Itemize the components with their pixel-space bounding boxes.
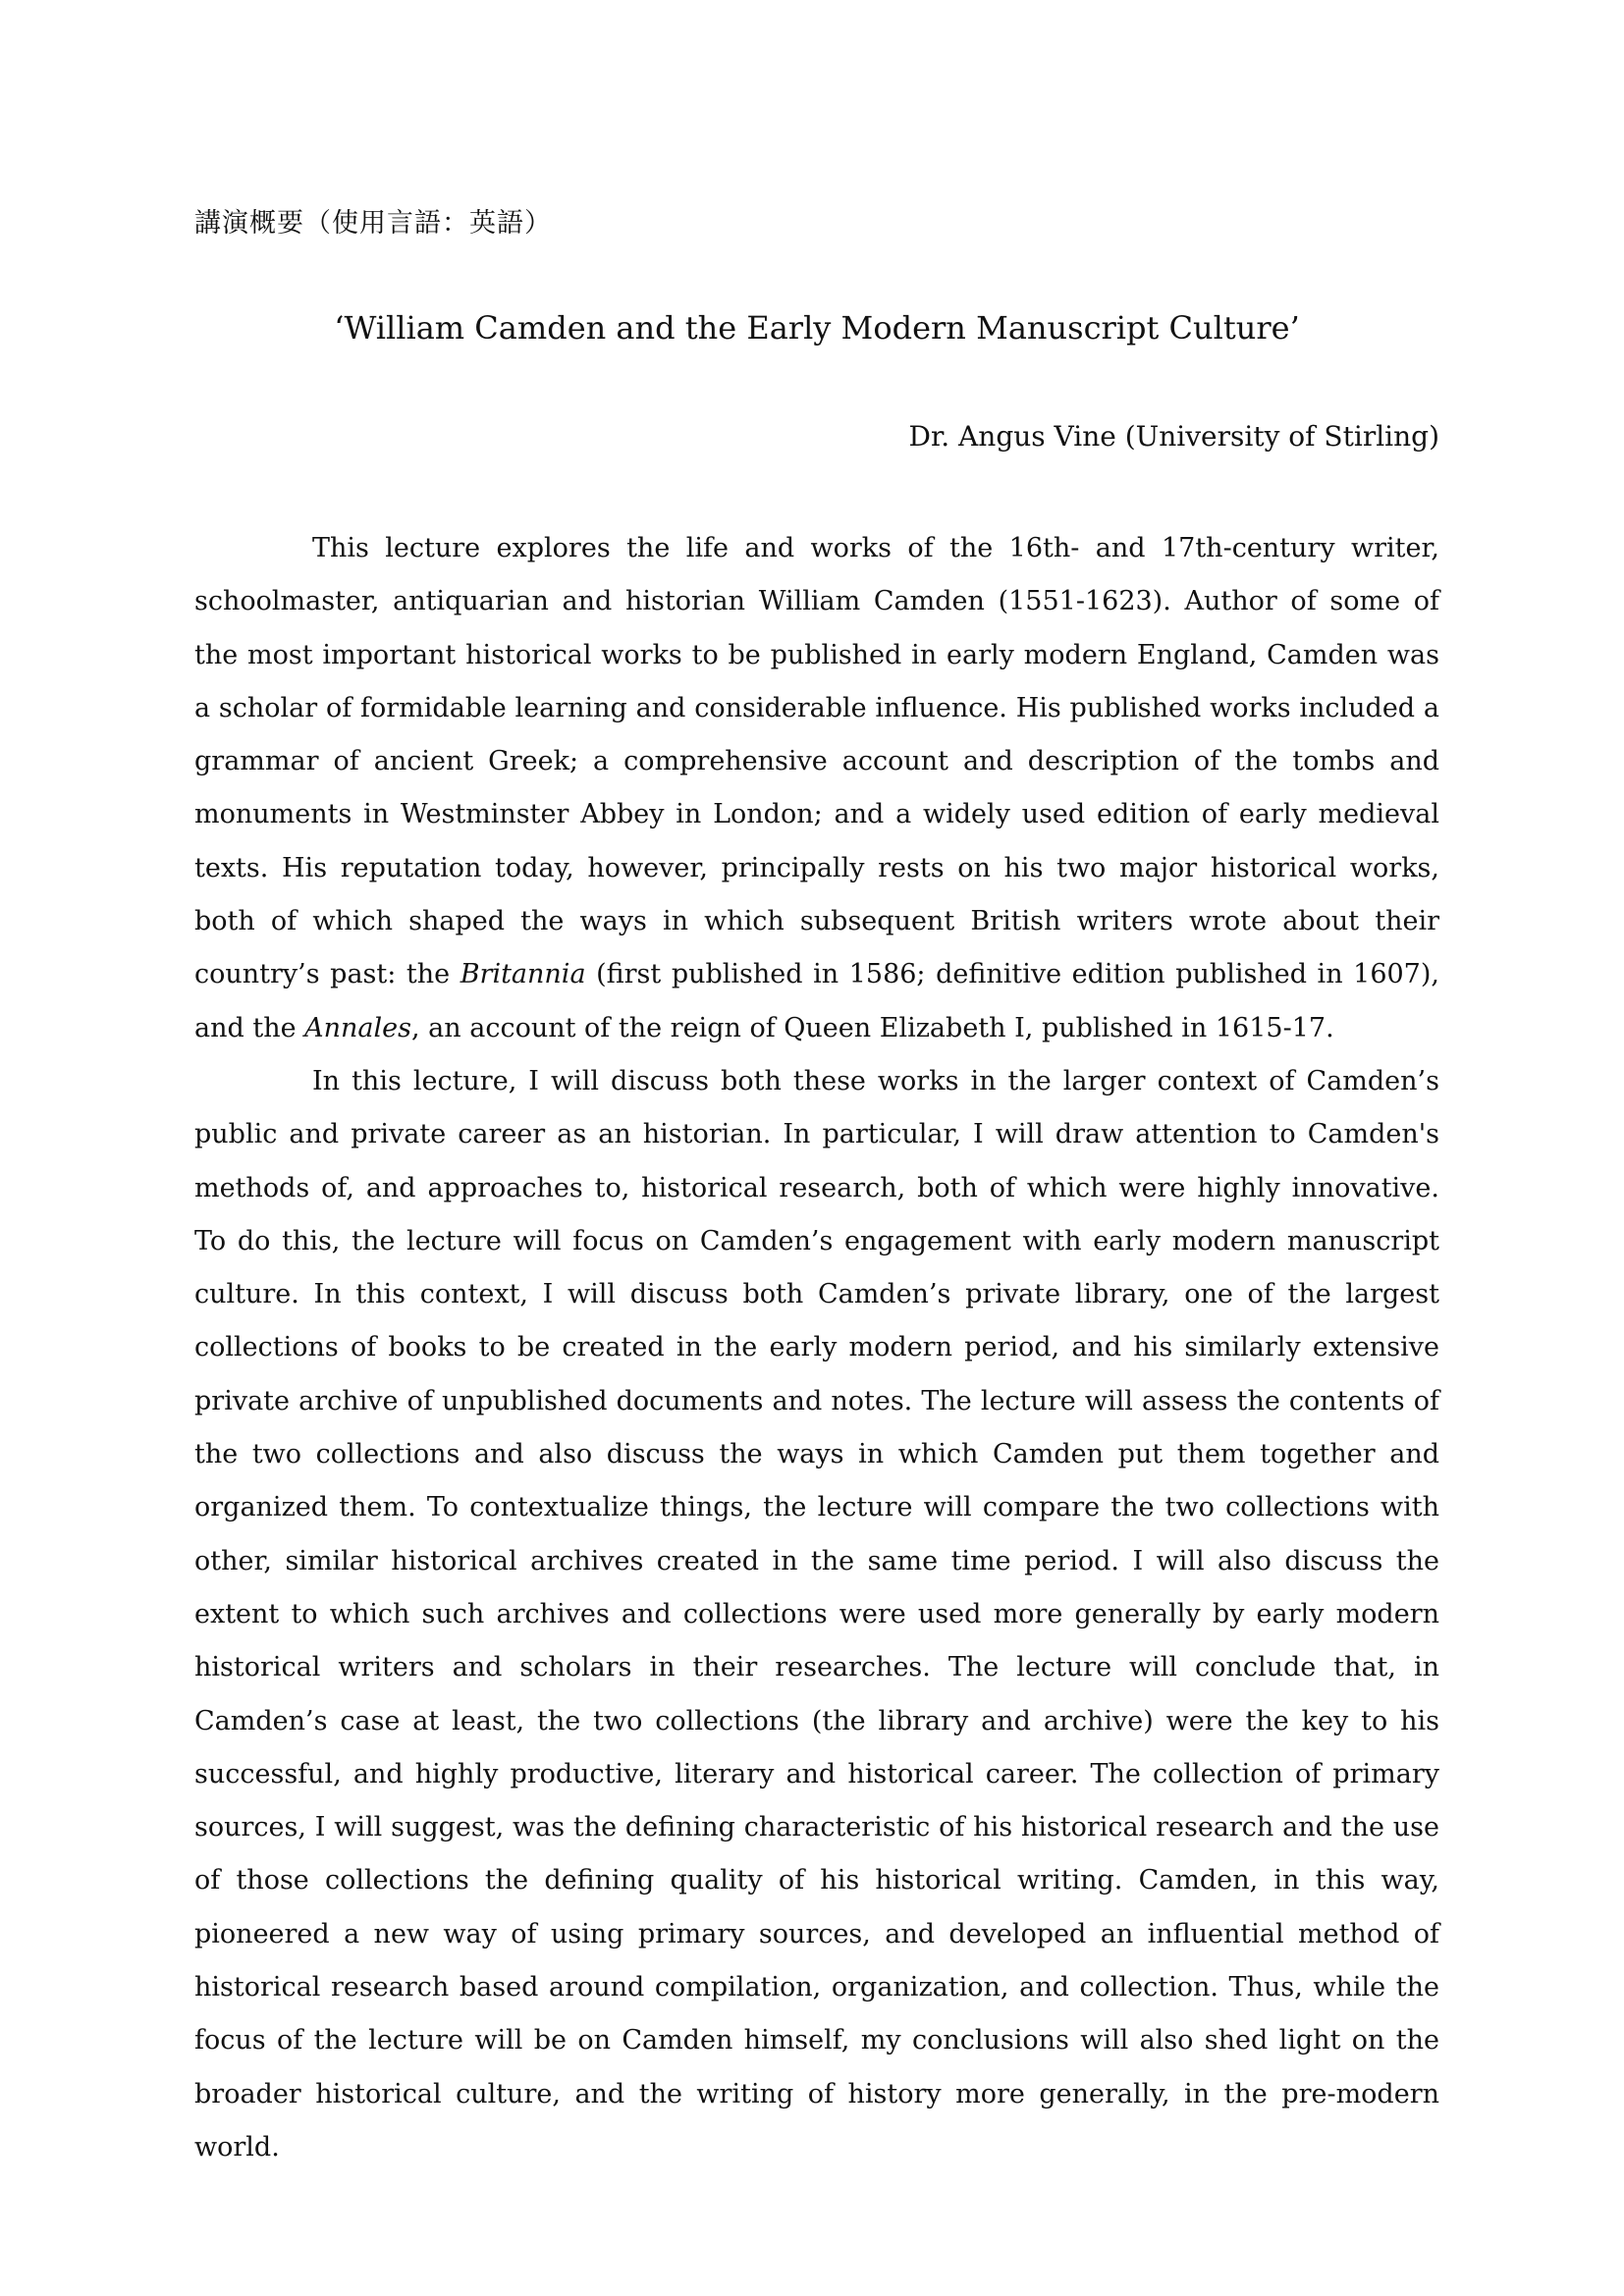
annales-title: Annales [304,1012,411,1043]
paragraph-2: In this lecture, I will discuss both these works in the larger context of Camden’s public and private career as an historian. In particular, I will draw attention to Camden's methods of, and approaches to, historical research, both of which were highly innovative. To do this, the lecture will focus on Camden’s engagement with early modern manuscript culture. In this context, I will discuss both Camden’s private library, one of the largest collections of books to be created in the early modern period, and his similarly extensive private archive of unpublished documents and notes. The lecture will assess the contents of the two collections and also discuss the ways in which Camden put them together and organized them. To contextualize things, the lecture will compare the two collections with other, similar historical archives created in the same time period. I will also discuss the extent to which such archives and collections were used more generally by early modern historical writers and scholars in their researches. The lecture will conclude that, in Camden’s case at least, the two collections (the library and archive) were the key to his successful, and highly productive, literary and historical career. The collection of primary sources, I will suggest, was the defining characteristic of his historical research and the use of those collections the defining quality of his historical writing. Camden, in this way, pioneered a new way of using primary sources, and developed an influential method of historical research based around compilation, organization, and collection. Thus, while the focus of the lecture will be on Camden himself, my conclusions will also shed light on the broader historical culture, and the writing of history more generally, in the pre-modern world. [194,1065,1439,2163]
abstract-body [194,522,1439,2174]
section-label: 講演概要（使用言語：英語） [194,208,552,239]
paragraph-1-part-3: , an account of the reign of Queen Elizabeth I, published in 1615-17. [411,1012,1334,1043]
paragraph-1-part-1: This lecture explores the life and works of the 16th- and 17th-century writer, schoolmaster, antiquarian and historian William Camden (1551-1623). Author of some of the most important historical works to be published in early modern England, Camden was a scholar of formidable learning and considerable influence. His published works included a grammar of ancient Greek; a comprehensive account and description of the tombs and monuments in Westminster Abbey in London; and a widely used edition of early medieval texts. His reputation today, however, principally rests on his two major historical works, both of which shaped the ways in which subsequent British writers wrote about their country’s past: the [194,533,1439,990]
author-line: Dr. Angus Vine (University of Stirling) [908,420,1439,453]
lecture-title: ‘William Camden and the Early Modern Manuscript Culture’ [334,309,1300,347]
paragraph-1 [194,522,1439,1055]
britannia-title: Britannia [460,959,586,990]
paragraph-1-part-2: (first published in 1586; definitive edition published in 1607), and the [194,959,1439,1043]
